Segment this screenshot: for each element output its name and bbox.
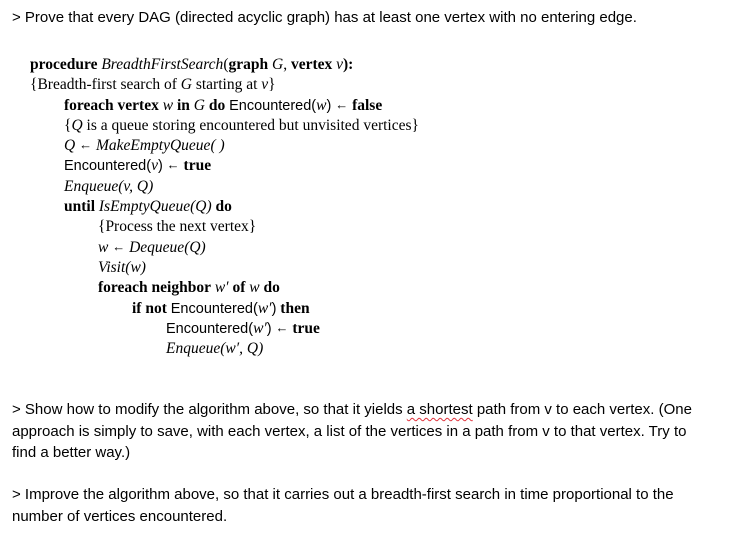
bfs-algorithm-listing bbox=[30, 55, 550, 359]
foreach-vertex-line: foreach vertex w in G do Encountered(w) ← false bbox=[64, 96, 383, 114]
left-arrow-icon: ← bbox=[112, 238, 126, 254]
if-not-encountered-line: if not Encountered(w′) then bbox=[132, 299, 310, 317]
left-arrow-icon: ← bbox=[166, 157, 180, 173]
until-line: until IsEmptyQueue(Q) do bbox=[64, 198, 232, 216]
dequeue-line: w ← Dequeue(Q) bbox=[98, 238, 206, 256]
make-queue-line: Q ← MakeEmptyQueue( ) bbox=[64, 137, 225, 155]
comment-line-2: {Q is a queue storing encountered but unvisited vertices} bbox=[64, 116, 419, 134]
enqueue-wprime-line: Enqueue(w′, Q) bbox=[166, 340, 264, 358]
left-arrow-icon: ← bbox=[335, 96, 349, 112]
encountered-v-line: Encountered(v) ← true bbox=[64, 157, 212, 175]
comment-line-1: {Breadth-first search of G starting at v} bbox=[30, 76, 276, 94]
set-encountered-line: Encountered(w′) ← true bbox=[166, 319, 320, 337]
left-arrow-icon: ← bbox=[79, 137, 93, 153]
left-arrow-icon: ← bbox=[275, 319, 289, 335]
spellcheck-highlight: a shortest bbox=[406, 401, 473, 418]
foreach-neighbor-line: foreach neighbor w′ of w do bbox=[98, 279, 280, 297]
visit-line: Visit(w) bbox=[98, 258, 146, 276]
question-1-text: > Prove that every DAG (directed acyclic graph) has at least one vertex with no entering edge. bbox=[12, 9, 637, 26]
question-3-text: > Improve the algorithm above, so that it carries out a breadth-first search in time proportional to the number of vertices encountered. bbox=[12, 486, 674, 525]
procedure-header-line: procedure BreadthFirstSearch(graph G, vertex v): bbox=[30, 56, 354, 73]
comment-line-3: {Process the next vertex} bbox=[98, 218, 257, 236]
question-2-text: > Show how to modify the algorithm above, so that it yields a shortest path from v to each vertex. (One approach is simply to save, with each vertex, a list of the vertices in a path from v to that vertex. Try to find a better way.) bbox=[12, 401, 692, 461]
enqueue-v-line: Enqueue(v, Q) bbox=[64, 177, 154, 195]
